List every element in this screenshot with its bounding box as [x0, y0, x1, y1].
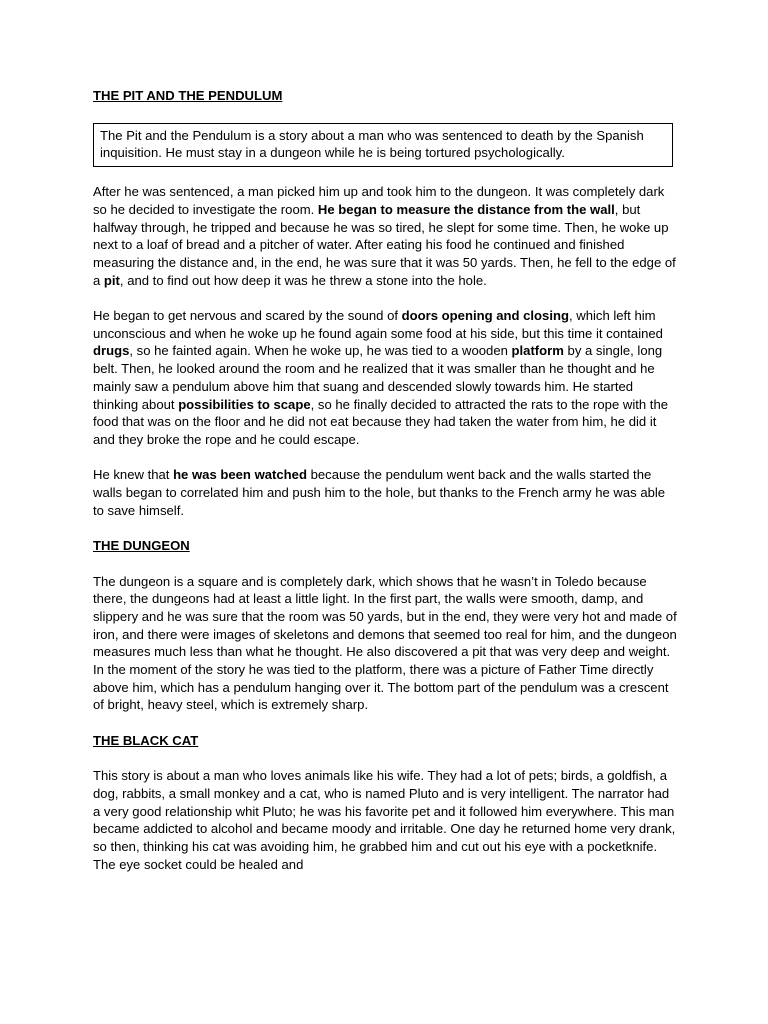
- text-run: , so he fainted again. When he woke up, he was tied to a wooden: [129, 343, 512, 359]
- text-run: After he was sentenced, a man picked him up and took him to the dungeon. It was completely dark so he decided to investigate the room.: [93, 184, 665, 217]
- bold-phrase: platform: [511, 343, 564, 359]
- text-run: because the pendulum went back and the walls started the walls began to correlated him and push him to the hole, but thanks to the French army he was able to save himself.: [93, 467, 666, 518]
- bold-phrase: drugs: [93, 343, 130, 359]
- section-title-dungeon: THE DUNGEON: [93, 538, 190, 554]
- bold-phrase: doors opening and closing: [401, 308, 569, 324]
- summary-box: [93, 123, 673, 167]
- section-title-pit-and-pendulum: THE PIT AND THE PENDULUM: [93, 88, 283, 103]
- paragraph-black-cat-1: This story is about a man who loves animals like his wife. They had a lot of pets; birds, a goldfish, a dog, rabbits, a small monkey and a cat, who is named Pluto and is very intelligent. The narrator had a very good relationship whit Pluto; he was his favorite pet and it followed him everywhere. This man became addicted to alcohol and became moody and irritable. One day he returned home very drank, so then, thinking his cat was avoiding him, he grabbed him and cut out his eye with a pocketknife. The eye socket could be healed and: [93, 768, 676, 872]
- bold-phrase: he was been watched: [173, 467, 307, 483]
- text-run: , and to find out how deep it was he threw a stone into the hole.: [119, 272, 487, 288]
- text-run: , but halfway through, he tripped and because he was so tired, he slept for some time. Then, he woke up next to a loaf of bread and a pitcher of water. After eating his food he continued and finished measuring the distance and, in the end, he was sure that it was 50 yards. Then, he fell to the edge of a: [93, 201, 676, 288]
- text-run: , which left him unconscious and when he woke up he found again some food at his side, but this time it contained: [93, 308, 663, 341]
- paragraph-pit-1: [93, 183, 677, 289]
- paragraph-dungeon-1: The dungeon is a square and is completely dark, which shows that he wasn’t in Toledo because there, the dungeons had at least a little light. In the first part, the walls were smooth, damp, and slippery and he was sure that the room was 50 yards, but in the end, they were very hot and made of iron, and there were images of skeletons and demons that seemed too real for him, and the dungeon measures much less than what he thought. He also discovered a pit that was very deep and weight. In the moment of the story he was tied to the platform, there was a picture of Father Time directly above him, which has a pendulum hanging over it. The bottom part of the pendulum was a crescent of bright, heavy steel, which is extremely sharp.: [93, 573, 677, 713]
- text-run: by a single, long belt. Then, he looked around the room and he realized that it was smaller than he thought and he mainly saw a pendulum above him that suang and descended slowly towards him. He started thinking about: [93, 343, 663, 412]
- bold-phrase: He began to measure the distance from the wall: [317, 201, 615, 217]
- text-run: He began to get nervous and scared by the sound of: [93, 308, 402, 324]
- text-run: He knew that: [93, 467, 174, 483]
- text-run: , so he finally decided to attracted the rats to the rope with the food that was on the floor and he did not eat because they had taken the water from him, he did it and they broke the rope and he could escape.: [93, 396, 669, 447]
- document-page: [93, 87, 677, 891]
- paragraph-pit-2: [93, 307, 677, 449]
- summary-text: The Pit and the Pendulum is a story about a man who was sentenced to death by the Spanish inquisition. He must stay in a dungeon while he is being tortured psychologically.: [100, 127, 644, 161]
- paragraph-pit-3: [93, 466, 677, 519]
- bold-phrase: possibilities to scape: [178, 396, 311, 412]
- bold-phrase: pit: [103, 272, 120, 288]
- section-title-black-cat: THE BLACK CAT: [93, 732, 199, 748]
